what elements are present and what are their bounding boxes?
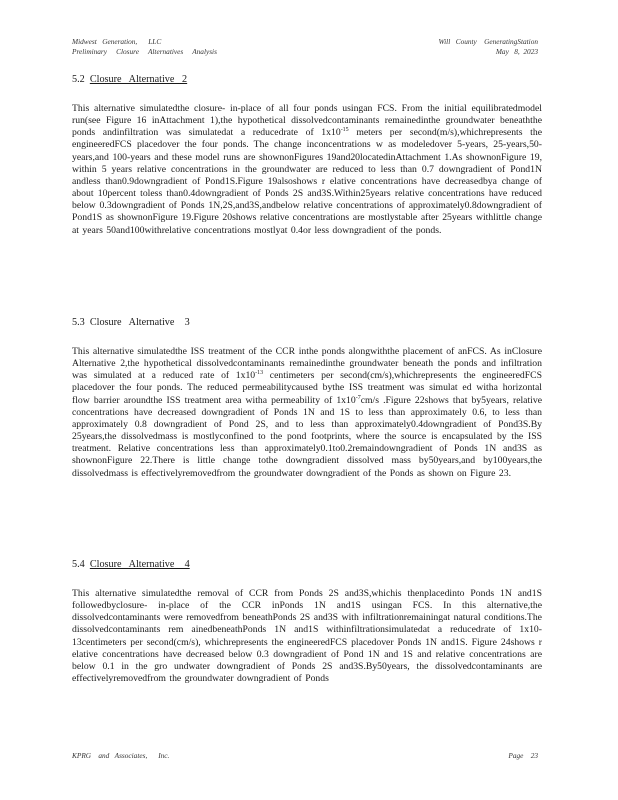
- section-body-5-3: [72, 346, 542, 480]
- superscript: -15: [340, 127, 349, 134]
- footer-company: KPRG and Associates, Inc.: [72, 751, 170, 760]
- section-heading-5-4: [72, 559, 190, 570]
- section-number: 5.4: [72, 559, 85, 570]
- superscript: -7: [355, 394, 361, 401]
- page-number: Page 23: [508, 751, 538, 760]
- body-text: This alternative simulatedthe closure- in-place of all four ponds usingan FCS. From the initial equilibratedmodel run(see Figure 16 inAttachment 1),the hypothetical dissolvedcontaminants remainedinthe groundwater beneaththe ponds andinfiltration was simulatedat a reducedrate of 1x10: [72, 103, 542, 139]
- section-number: 5.3: [72, 317, 85, 328]
- section-number: 5.2: [72, 74, 85, 85]
- page-header-right: [438, 37, 538, 57]
- header-report-title: Preliminary Closure Alternatives Analysis: [72, 47, 217, 56]
- body-text: This alternative simulatedthe removal of CCR from Ponds 2S and3S,whichis thenplacedinto Ponds 1N and1S followedbyclosure- in-place of the CCR inPonds 1N and1S usingan FCS. In this alternative,the dissolvedcontaminants were removedfrom beneathPonds 2S and3S with infiltrationremainingat natural conditions.The dissolvedcontaminants rem ainedbeneathPonds 1N and1S withinfiltrationsimulatedat a reducedrate of 1x10-13centimeters per second(cm/s), whichrepresents the engineeredFCS placedover Ponds 1N and1S. Figure 24shows r elative concentrations have decreased below 0.3 downgradient of Pond 1N and 1S and relative concentrations are below 0.1 in the gro undwater downgradient of Ponds 2S and3S.By50years, the dissolvedcontaminants are effectivelyremovedfrom the groundwater downgradient of Ponds: [72, 588, 542, 685]
- body-text: meters per second(m/s),whichrepresents the engineeredFCS placedover the four ponds. The change inconcentrations w as modeledover 5-years, 25-years,50-years,and 100-years and these model runs are shownonFigures 19and20locatedinAttachment 1.As shownonFigure 19, within 5 years relative concentrations in the groundwater are reduced to less than 0.7 downgradient of Pond1N andless than0.9downgradient of Pond1S.Figure 19alsoshows r elative concentrations have decreasedbya change of about 10percent toless than0.4downgradient of Ponds 2S and3S.Within25years relative concentrations have reduced below 0.3downgradient of Ponds 1N,2S,and3S,andbelow relative concentrations of approximately0.8downgradient of Pond1S as shownonFigure 19.Figure 20shows relative concentrations are mostlystable after 25years withlittle change at years 50and100withrelative concentrations mostlyat 0.4or less downgradient of the ponds.: [72, 127, 542, 236]
- section-title: Closure Alternative 4: [89, 559, 190, 570]
- body-text: This alternative simulatedthe ISS treatment of the CCR inthe ponds alongwiththe placement of anFCS. As inClosure Alternative 2,the hypothetical dissolvedcontaminants remainedinthe groundwater beneath the ponds and infiltration was simulated at a reduced rate of 1x10: [72, 346, 542, 382]
- header-company: Midwest Generation, LLC: [72, 37, 162, 46]
- superscript: -13: [255, 370, 264, 377]
- section-body-5-4: [72, 588, 542, 685]
- section-body-5-2: [72, 103, 542, 237]
- section-heading-5-2: [72, 74, 187, 85]
- body-text: centimeters per second(cm/s),whichrepresents the engineeredFCS placedover the four ponds. The reduced permeabilitycaused bythe ISS treatment was simulat ed witha horizontal flow barrier aroundthe ISS treatment area witha permeability of 1x10: [72, 370, 542, 406]
- header-date: May 8, 2023: [495, 47, 538, 56]
- body-text: cm/s .Figure 22shows that by5years, relative concentrations have decreased downgradient of Ponds 1N and 1S to less than approximately 0.6, to less than approximately 0.8 downgradient of Pond 2S, and to less than approximately0.4downgradient of Pond3S.By 25years,the dissolvedmass is mostlyconfined to the pond footprints, where the source is encapsulated by the ISS treatment. Relative concentrations less than approximately0.1to0.2remaindowngradient of Ponds 1N and3S as shownonFigure 22.There is little change tothe downgradient dissolved mass by50years,and by100years,the dissolvedmass is effectivelyremovedfrom the groundwater downgradient of the Ponds as shown on Figure 23.: [72, 394, 543, 479]
- section-title: Closure Alternative 3: [89, 317, 190, 328]
- section-heading-5-3: [72, 317, 190, 328]
- section-title: Closure Alternative 2: [89, 74, 188, 85]
- header-station: Will County GeneratingStation: [438, 37, 538, 46]
- page-header-left: [72, 37, 217, 57]
